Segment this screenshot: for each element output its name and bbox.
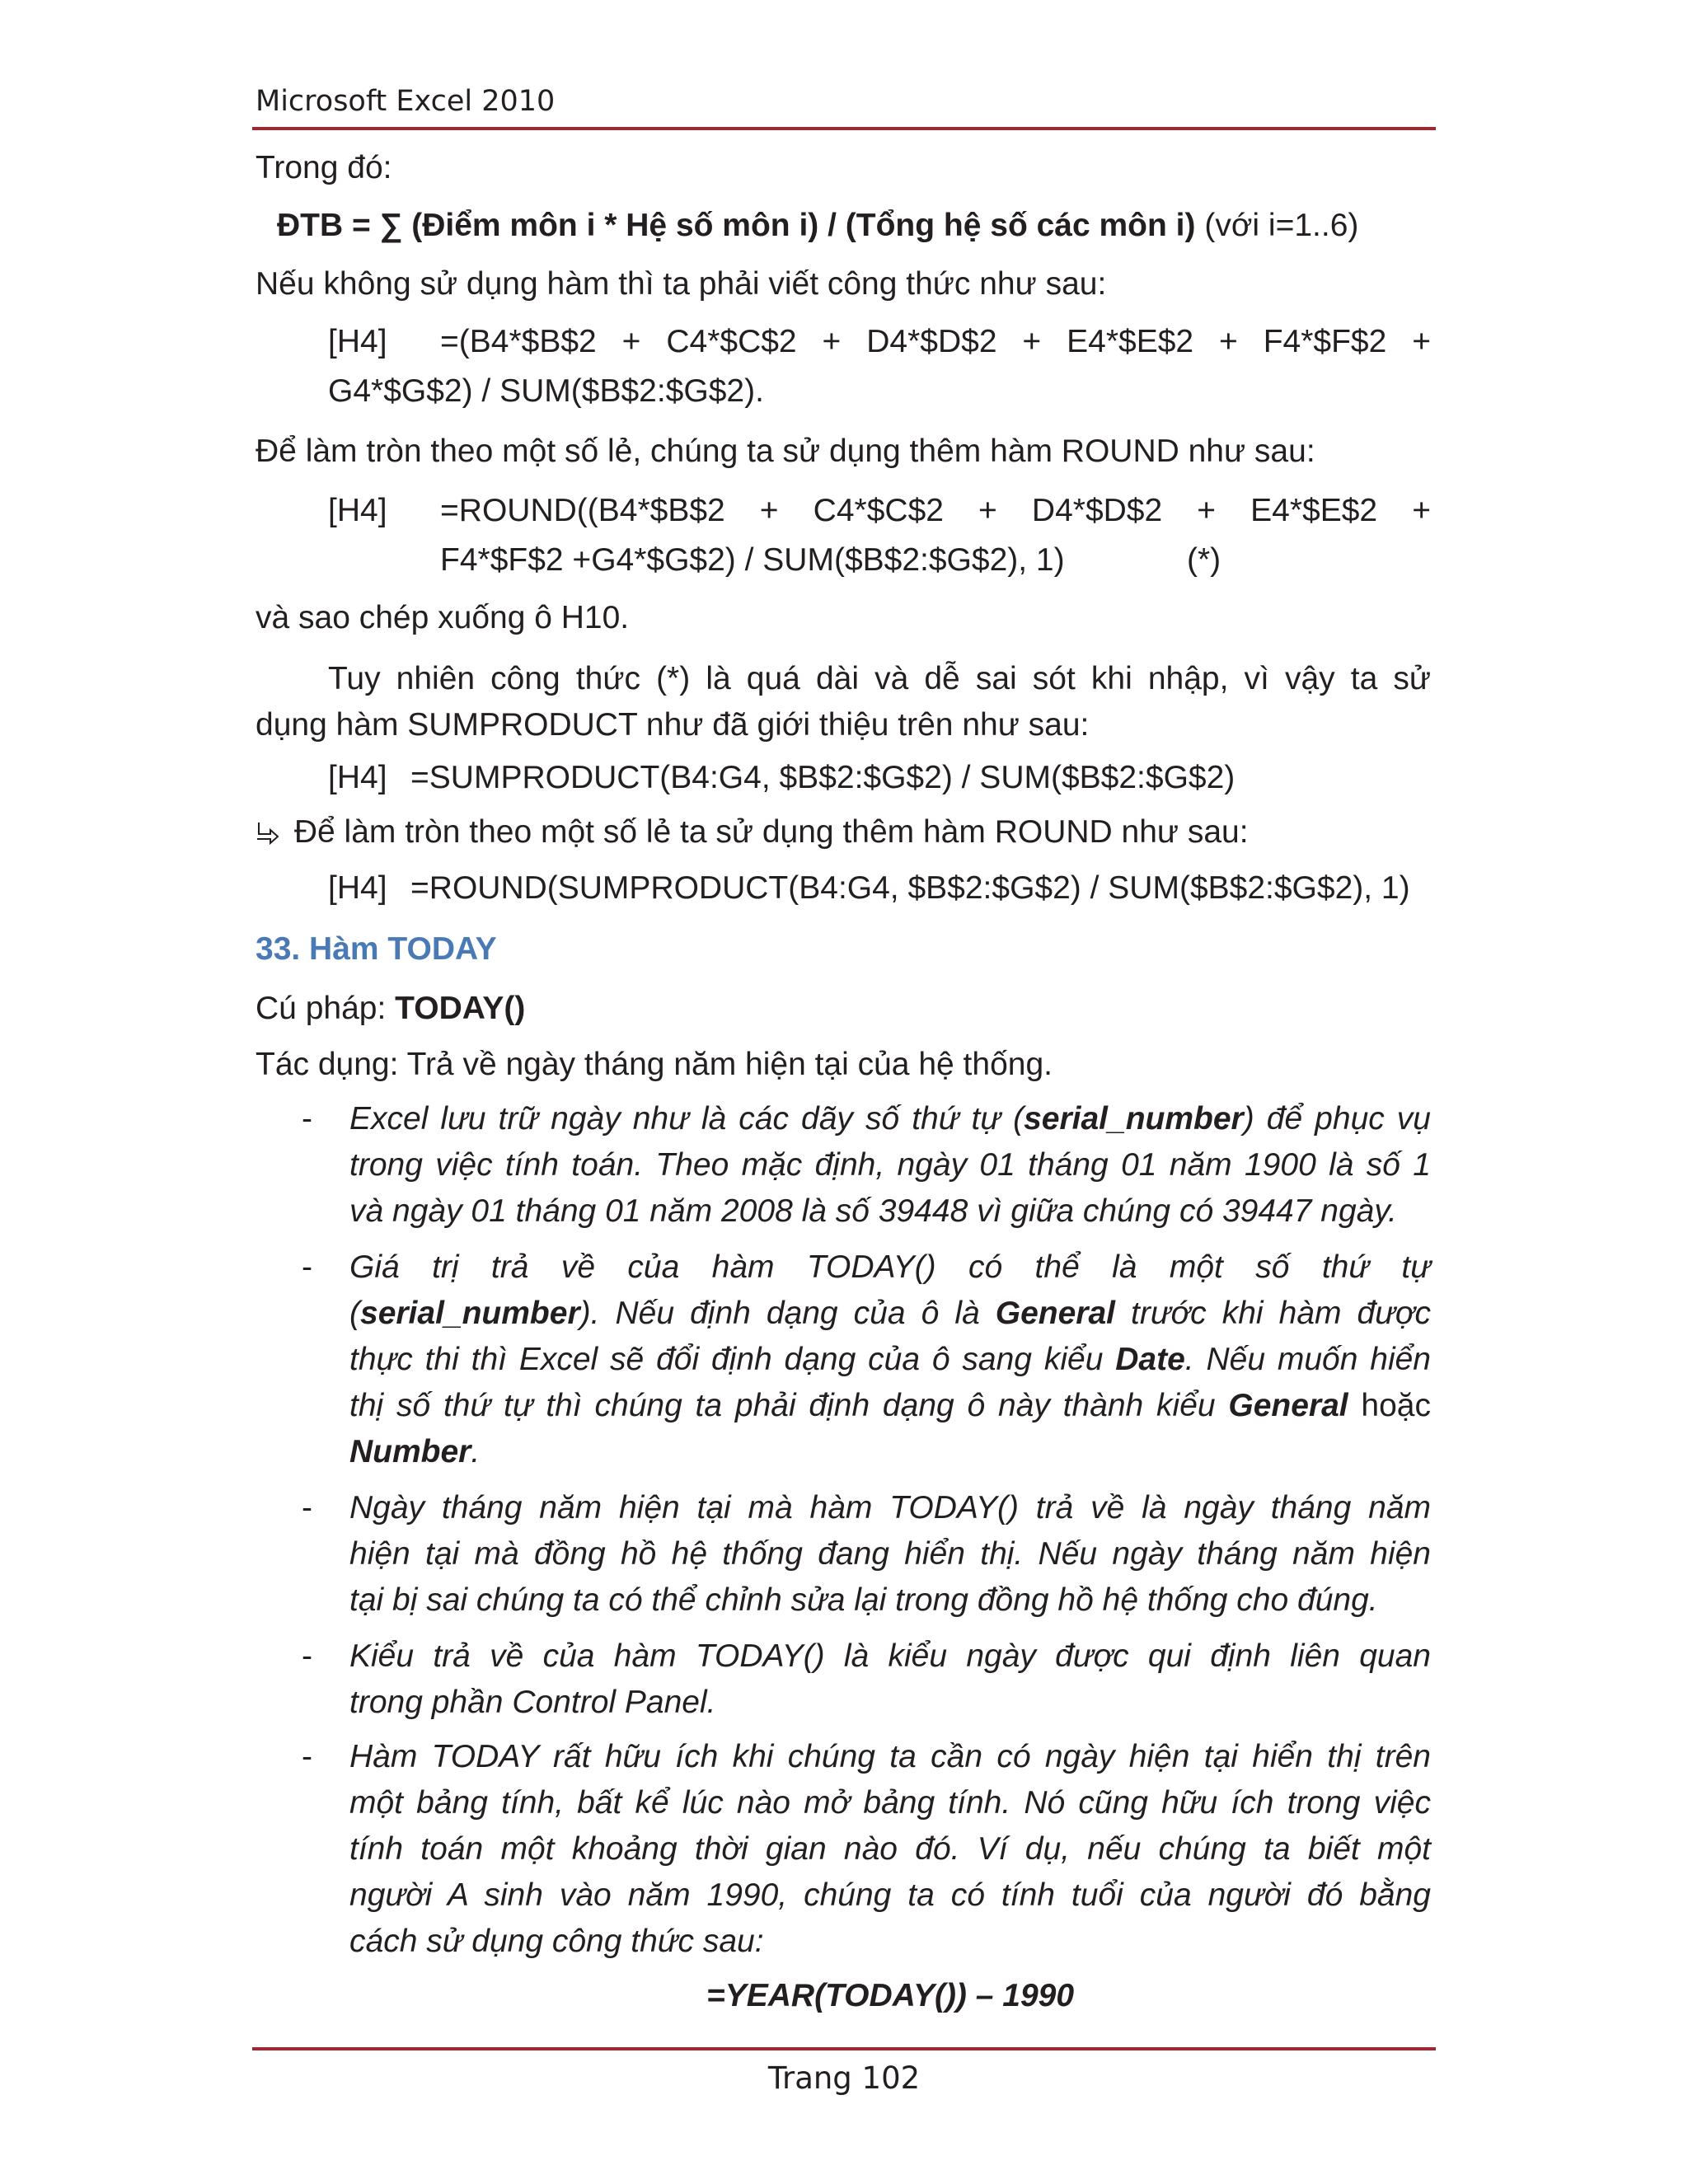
footer-rule <box>252 2047 1436 2050</box>
bullet5-line5: cách sử dụng công thức sau: <box>349 1924 764 1959</box>
formula1-line1: =(B4*$B$2 + C4*$C$2 + D4*$D$2 + E4*$E$2 + F4*$F$2 + <box>440 324 1431 359</box>
bullet2-text-c: ). Nếu định dạng của ô là <box>579 1296 996 1331</box>
h4-label-3: [H4] <box>328 760 387 795</box>
bullet-dash-4: - <box>302 1638 312 1674</box>
bullet-dash-1: - <box>302 1101 312 1137</box>
bullet2-general-2: General <box>1228 1388 1348 1423</box>
bullet1-text-c: ) để phục vụ <box>1243 1101 1431 1137</box>
bullet2-l3-a: thực thi thì Excel sẽ đổi định dạng của ô sang kiểu <box>349 1342 1116 1377</box>
dtb-formula <box>277 203 1358 249</box>
bullet2-period: . <box>471 1434 481 1469</box>
copy-down-text: và sao chép xuống ô H10. <box>256 600 630 635</box>
however-line1: Tuy nhiên công thức (*) là quá dài và dễ sai sót khi nhập, vì vậy ta sử <box>328 661 1431 696</box>
dtb-formula-bold: ĐTB = ∑ (Điểm môn i * Hệ số môn i) / (Tổng hệ số các môn i) <box>277 208 1196 243</box>
effect-text: Tác dụng: Trả về ngày tháng năm hiện tại của hệ thống. <box>256 1047 1053 1082</box>
bullet2-line1: Giá trị trả về của hàm TODAY() có thể là một số thứ tự <box>349 1249 1431 1285</box>
round-intro2 <box>256 809 1249 855</box>
bullet5-line1: Hàm TODAY rất hữu ích khi chúng ta cần có ngày hiện tại hiển thị trên <box>349 1739 1431 1774</box>
formula1-line2: G4*$G$2) / SUM($B$2:$G$2). <box>328 373 764 409</box>
bullet2-text-e: trước khi hàm được <box>1114 1296 1431 1331</box>
bullet1-line2: trong việc tính toán. Theo mặc định, ngày 01 tháng 01 năm 1900 là số 1 <box>349 1147 1431 1183</box>
formula3: =SUMPRODUCT(B4:G4, $B$2:$G$2) / SUM($B$2:$G$2) <box>410 760 1236 795</box>
page-header: Microsoft Excel 2010 <box>256 85 556 118</box>
bullet3-line3: tại bị sai chúng ta có thể chỉnh sửa lại trong đồng hồ hệ thống cho đúng. <box>349 1582 1378 1618</box>
dtb-formula-note: (với i=1..6) <box>1204 208 1359 243</box>
bullet2-date: Date <box>1115 1342 1185 1377</box>
bullet2-line4 <box>349 1383 1431 1429</box>
bullet2-line5 <box>349 1429 480 1475</box>
bullet2-line3 <box>349 1337 1431 1383</box>
formula2-mark: (*) <box>1187 542 1221 578</box>
however-line2: dụng hàm SUMPRODUCT như đã giới thiệu trên như sau: <box>256 707 1090 743</box>
header-rule <box>252 127 1436 130</box>
round-intro-text: Để làm tròn theo một số lẻ, chúng ta sử dụng thêm hàm ROUND như sau: <box>256 434 1315 469</box>
bullet2-l4-a: thị số thứ tự thì chúng ta phải định dạng ô này thành kiểu <box>349 1388 1229 1423</box>
syntax-label: Cú pháp: <box>256 991 396 1026</box>
bullet1-serial: serial_number <box>1024 1101 1244 1137</box>
page-number: Trang 102 <box>767 2060 921 2096</box>
formula2-line1: =ROUND((B4*$B$2 + C4*$C$2 + D4*$D$2 + E4*$E$2 + <box>440 493 1431 528</box>
formula4: =ROUND(SUMPRODUCT(B4:G4, $B$2:$G$2) / SUM($B$2:$G$2), 1) <box>410 870 1410 906</box>
bullet5-line4: người A sinh vào năm 1990, chúng ta có tính tuổi của người đó bằng <box>349 1877 1431 1913</box>
bullet-dash-3: - <box>302 1490 312 1526</box>
hollow-arrow-icon <box>256 809 285 855</box>
bullet2-l4-c: hoặc <box>1348 1388 1431 1423</box>
bullet2-serial: serial_number <box>360 1296 580 1331</box>
bullet2-general: General <box>995 1296 1115 1331</box>
bullet1-line1 <box>349 1096 1431 1142</box>
bullet3-line2: hiện tại mà đồng hồ hệ thống đang hiển thị. Nếu ngày tháng năm hiện <box>349 1536 1431 1572</box>
trong-do-text: Trong đó: <box>256 150 392 185</box>
no-function-text: Nếu không sử dụng hàm thì ta phải viết công thức như sau: <box>256 266 1107 302</box>
formula2-line2: F4*$F$2 +G4*$G$2) / SUM($B$2:$G$2), 1) <box>440 542 1065 578</box>
bullet-dash-5: - <box>302 1739 312 1774</box>
bullet2-l3-c: . Nếu muốn hiển <box>1184 1342 1431 1377</box>
bullet4-line1: Kiểu trả về của hàm TODAY() là kiểu ngày được qui định liên quan <box>349 1638 1431 1674</box>
h4-label-1: [H4] <box>328 324 387 359</box>
syntax-line <box>256 986 525 1032</box>
bullet1-line3: và ngày 01 tháng 01 năm 2008 là số 39448 vì giữa chúng có 39447 ngày. <box>349 1193 1397 1229</box>
final-formula: =YEAR(TODAY()) – 1990 <box>706 1978 1075 2013</box>
bullet1-text-a: Excel lưu trữ ngày như là các dãy số thứ tự ( <box>349 1101 1025 1137</box>
bullet2-line2 <box>349 1291 1431 1337</box>
h4-label-2: [H4] <box>328 493 387 528</box>
round-intro2-text: Để làm tròn theo một số lẻ ta sử dụng thêm hàm ROUND như sau: <box>293 814 1249 850</box>
syntax-value: TODAY() <box>395 991 526 1026</box>
bullet5-line2: một bảng tính, bất kể lúc nào mở bảng tính. Nó cũng hữu ích trong việc <box>349 1785 1431 1821</box>
bullet2-paren: ( <box>349 1296 360 1331</box>
bullet4-line2: trong phần Control Panel. <box>349 1685 716 1720</box>
h4-label-4: [H4] <box>328 870 387 906</box>
bullet-dash-2: - <box>302 1249 312 1285</box>
section-heading: 33. Hàm TODAY <box>256 931 497 967</box>
bullet3-line1: Ngày tháng năm hiện tại mà hàm TODAY() trả về là ngày tháng năm <box>349 1490 1431 1526</box>
bullet2-number: Number <box>349 1434 471 1469</box>
bullet5-line3: tính toán một khoảng thời gian nào đó. Ví dụ, nếu chúng ta biết một <box>349 1831 1431 1867</box>
